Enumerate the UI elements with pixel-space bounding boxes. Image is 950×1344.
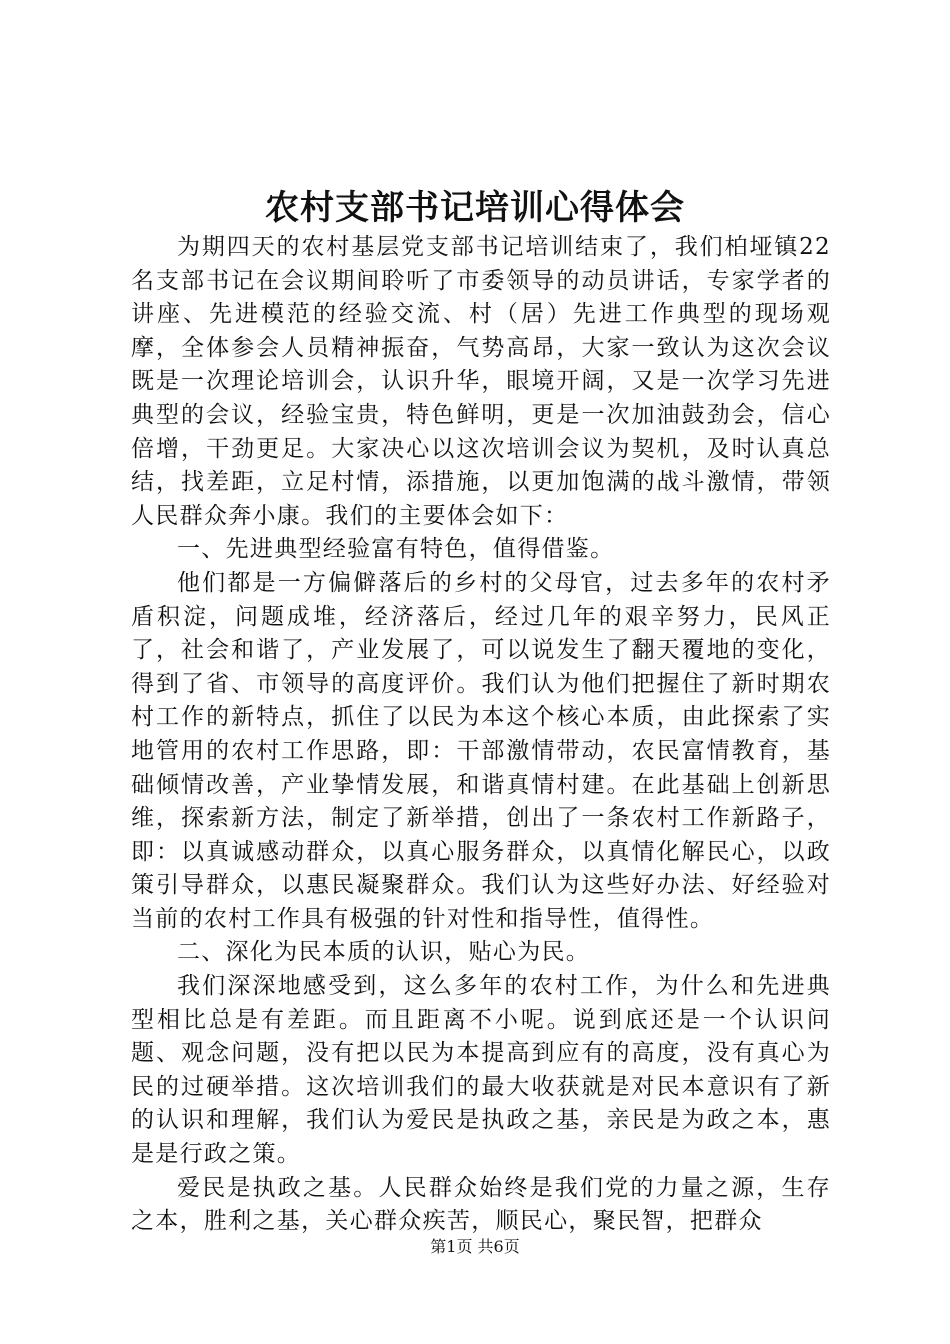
paragraph-section-2: 我们深深地感受到，这么多年的农村工作，为什么和先进典型相比总是有差距。而且距离不小呢。说到底还是一个认识问题、观念问题，没有把以民为本提高到应有的高度，没有真心为民的过硬举措。这次培训我们的最大收获就是对民本意识有了新的认识和理解，我们认为爱民是执政之基，亲民是为政之本，惠是是行政之策。 [131, 973, 831, 1168]
page-footer: 第1页 共6页 [430, 1237, 520, 1256]
section-heading-1: 一、先进典型经验富有特色，值得借鉴。 [177, 536, 615, 563]
document-body [131, 231, 831, 1239]
paragraph-section-1: 他们都是一方偏僻落后的乡村的父母官，过去多年的农村矛盾积淀，问题成堆，经济落后，经过几年的艰辛努力，民风正了，社会和谐了，产业发展了，可以说发生了翻天覆地的变化，得到了省、市领导的高度评价。我们认为他们把握住了新时期农村工作的新特点，抓住了以民为本这个核心本质，由此探索了实地管用的农村工作思路，即：干部激情带动，农民富情教育，基础倾情改善，产业挚情发展，和谐真情村建。在此基础上创新思维，探索新方法，制定了新举措，创出了一条农村工作新路子，即：以真诚感动群众，以真心服务群众，以真情化解民心，以政策引导群众，以惠民凝聚群众。我们认为这些好办法、好经验对当前的农村工作具有极强的针对性和指导性，值得性。 [131, 569, 831, 932]
section-heading-2: 二、深化为民本质的认识，贴心为民。 [177, 939, 591, 966]
paragraph-intro: 为期四天的农村基层党支部书记培训结束了，我们柏垭镇22名支部书记在会议期间聆听了市委领导的动员讲话，专家学者的讲座、先进模范的经验交流、村（居）先进工作典型的现场观摩，全体参会人员精神振奋，气势高昂，大家一致认为这次会议既是一次理论培训会，认识升华，眼境开阔，又是一次学习先进典型的会议，经验宝贵，特色鲜明，更是一次加油鼓劲会，信心倍增，干劲更足。大家决心以这次培训会议为契机，及时认真总结，找差距，立足村情，添措施，以更加饱满的战斗激情，带领人民群众奔小康。我们的主要体会如下： [131, 234, 831, 529]
paragraph-love-people: 爱民是执政之基。人民群众始终是我们党的力量之源，生存之本，胜利之基，关心群众疾苦，顺民心，聚民智，把群众 [131, 1174, 831, 1235]
document-title: 农村支部书记培训心得体会 [265, 188, 685, 228]
